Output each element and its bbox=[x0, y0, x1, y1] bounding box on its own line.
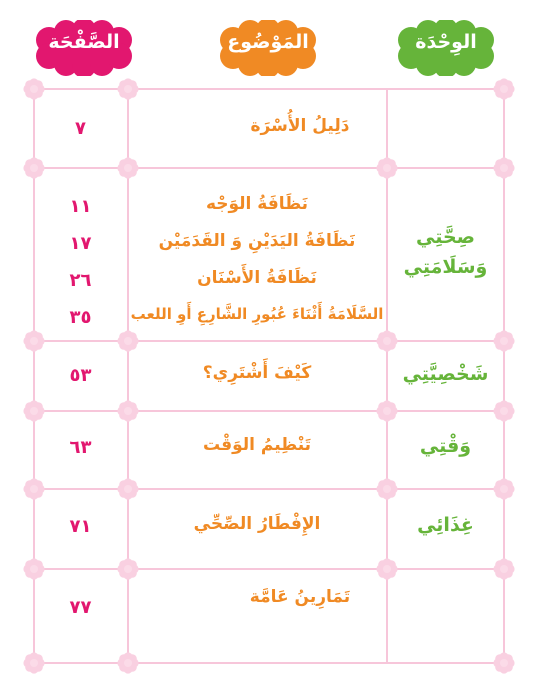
grid-line bbox=[34, 488, 504, 490]
flower-icon bbox=[23, 478, 45, 500]
topic-title: نَظَافَةُ اليَدَيْنِ وَ القَدَمَيْن bbox=[158, 231, 356, 251]
flower-icon bbox=[117, 330, 139, 352]
flower-icon bbox=[117, 157, 139, 179]
flower-icon bbox=[117, 400, 139, 422]
page-number: ٢٦ bbox=[69, 270, 92, 291]
flower-icon bbox=[493, 78, 515, 100]
unit-name: صِحَّتِي bbox=[415, 226, 476, 248]
unit-name: وَقْتِي bbox=[419, 435, 472, 457]
topic-title: تَنْظِيمُ الوَقْت bbox=[202, 435, 312, 455]
unit-name: شَخْصِيَّتِي bbox=[402, 363, 489, 385]
flower-icon bbox=[376, 478, 398, 500]
topic-title: كَيْفَ أَشْتَرِي؟ bbox=[202, 363, 312, 383]
grid-line bbox=[34, 410, 504, 412]
flower-icon bbox=[493, 558, 515, 580]
flower-icon bbox=[23, 652, 45, 674]
page-number: ٧٧ bbox=[69, 597, 92, 618]
header-page-label: الصَّفْحَة bbox=[48, 31, 120, 53]
flower-icon bbox=[117, 478, 139, 500]
topic-title: نَظَافَةُ الوَجْه bbox=[205, 194, 309, 214]
unit-name: غِذَائِي bbox=[417, 514, 474, 536]
flower-icon bbox=[493, 652, 515, 674]
header-unit-label: الوِحْدَة bbox=[415, 31, 477, 53]
header-unit bbox=[397, 20, 495, 76]
flower-icon bbox=[493, 330, 515, 352]
topic-title: دَلِيلُ الأُسْرَة bbox=[250, 116, 350, 136]
flower-icon bbox=[23, 330, 45, 352]
grid-line bbox=[34, 662, 504, 664]
topic-title: نَظَافَةُ الأَسْنَان bbox=[197, 268, 317, 288]
header-page bbox=[35, 20, 133, 76]
page-number: ٧ bbox=[75, 118, 86, 139]
page-number: ٣٥ bbox=[69, 307, 92, 328]
page-number: ١٧ bbox=[69, 233, 92, 254]
topic-title: الإِفْطَارُ الصِّحِّي bbox=[193, 514, 321, 534]
flower-icon bbox=[493, 157, 515, 179]
grid-line bbox=[34, 568, 504, 570]
flower-icon bbox=[376, 558, 398, 580]
flower-icon bbox=[376, 330, 398, 352]
flower-icon bbox=[493, 400, 515, 422]
flower-icon bbox=[23, 558, 45, 580]
grid-line bbox=[34, 88, 504, 90]
page-number: ٦٣ bbox=[69, 437, 92, 458]
page-number: ٥٣ bbox=[69, 365, 92, 386]
unit-name: وَسَلَامَتِي bbox=[403, 256, 488, 278]
header-topic-label: المَوْضُوع bbox=[227, 31, 309, 53]
header-topic bbox=[219, 20, 317, 76]
grid-line bbox=[34, 340, 504, 342]
page-number: ٧١ bbox=[69, 516, 92, 537]
flower-icon bbox=[23, 157, 45, 179]
flower-icon bbox=[493, 478, 515, 500]
topic-title: السَّلَامَةُ أَثْنَاءَ عُبُورِ الشَّارِعِ أَوِ اللعب bbox=[130, 305, 384, 323]
grid-line bbox=[34, 167, 504, 169]
page-number: ١١ bbox=[69, 196, 92, 217]
topic-title: تَمَارِينُ عَامَّة bbox=[249, 587, 351, 607]
flower-icon bbox=[23, 400, 45, 422]
flower-icon bbox=[376, 400, 398, 422]
flower-icon bbox=[117, 558, 139, 580]
flower-icon bbox=[117, 652, 139, 674]
flower-icon bbox=[376, 157, 398, 179]
flower-icon bbox=[117, 78, 139, 100]
flower-icon bbox=[23, 78, 45, 100]
